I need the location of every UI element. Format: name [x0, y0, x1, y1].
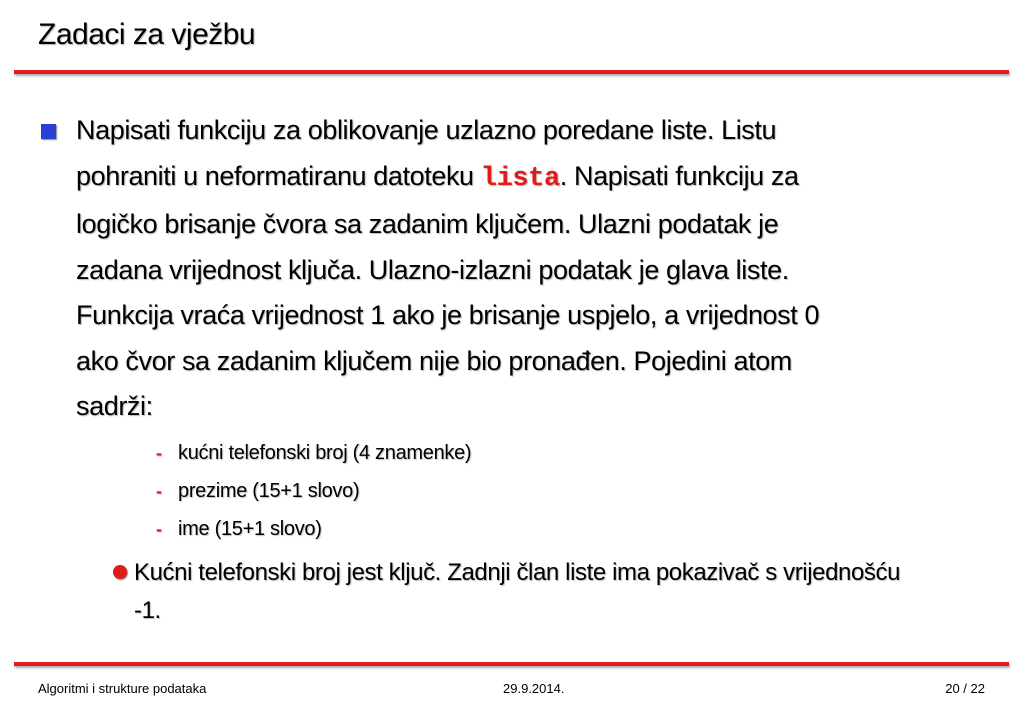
task-line: Napisati funkciju za oblikovanje uzlazno poredane liste. Listu — [76, 115, 777, 145]
note-line: Kućni telefonski broj jest ključ. Zadnji član liste ima pokazivač s vrijednošću — [134, 558, 901, 586]
task-line: zadana vrijednost ključa. Ulazno-izlazni podatak je glava liste. — [76, 254, 789, 285]
dash-bullet-icon: - — [156, 442, 162, 463]
atom-field-label: prezime (15+1 slovo) — [178, 479, 360, 502]
dash-bullet-icon: - — [156, 518, 162, 539]
list-item — [156, 510, 958, 548]
task-line: . Napisati funkciju za — [559, 160, 799, 191]
key-note — [114, 554, 958, 630]
task-line: logičko brisanje čvora sa zadanim ključem. Ulazni podatak je — [76, 209, 779, 239]
atom-field-label: kućni telefonski broj (4 znamenke) — [178, 441, 472, 464]
title-divider — [14, 70, 1009, 74]
footer-page-number: 20 / 22 — [945, 681, 985, 696]
round-bullet-icon — [113, 565, 127, 579]
task-line: sadrži: — [76, 391, 153, 421]
atom-field-list — [156, 434, 958, 548]
list-item — [156, 472, 958, 510]
footer-divider — [14, 662, 1009, 666]
slide-content — [38, 108, 958, 630]
footer-date: 29.9.2014. — [503, 681, 565, 696]
list-item — [156, 434, 958, 472]
task-paragraph — [38, 108, 958, 430]
file-name-keyword: lista — [480, 163, 560, 194]
square-bullet-icon — [41, 124, 56, 139]
task-line: pohraniti u neformatiranu datoteku — [76, 160, 481, 191]
dash-bullet-icon: - — [156, 480, 162, 501]
task-line: ako čvor sa zadanim ključem nije bio pronađen. Pojedini atom — [76, 345, 792, 376]
task-line: Funkcija vraća vrijednost 1 ako je brisanje uspjelo, a vrijednost 0 — [76, 300, 820, 330]
note-line: -1. — [134, 596, 161, 624]
atom-field-label: ime (15+1 slovo) — [178, 517, 322, 540]
slide-title: Zadaci za vježbu — [38, 18, 256, 51]
footer-course-name: Algoritmi i strukture podataka — [38, 681, 207, 696]
